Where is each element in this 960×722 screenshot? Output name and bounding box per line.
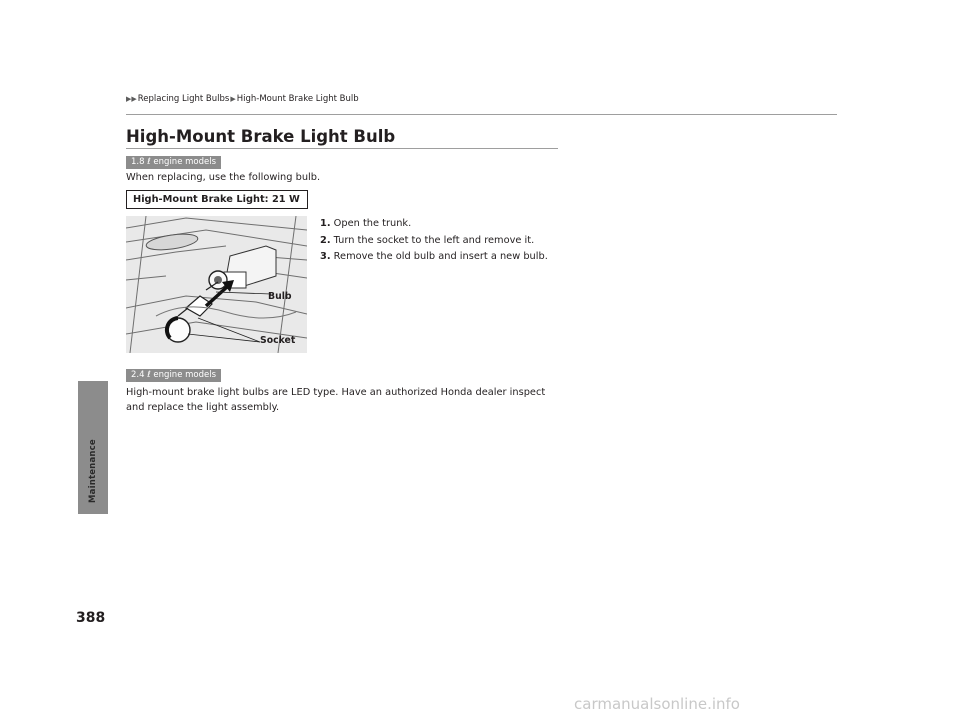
engine-badge-2-4: 2.4 ℓ engine models (126, 369, 221, 382)
bulb-callout-label: Bulb (268, 291, 292, 302)
replacement-steps (320, 216, 548, 266)
step-item: 2. Turn the socket to the left and remove it. (320, 234, 535, 246)
chapter-side-label: Maintenance (88, 439, 98, 503)
breadcrumb-arrow-icon: ▶▶ (126, 95, 137, 103)
header-divider (126, 114, 837, 115)
brake-light-illustration-icon (126, 216, 307, 353)
step-item: 1. Open the trunk. (320, 218, 412, 229)
intro-text: When replacing, use the following bulb. (126, 172, 321, 183)
title-divider (126, 148, 558, 149)
page-number: 388 (76, 610, 106, 626)
breadcrumb-item-replacing-light-bulbs[interactable]: Replacing Light Bulbs (137, 94, 230, 104)
breadcrumb-arrow-icon: ▶ (230, 95, 236, 103)
brake-light-illustration (126, 216, 307, 353)
led-note: High-mount brake light bulbs are LED type. Have an authorized Honda dealer inspect and replace the light assembly. (126, 387, 546, 413)
bulb-spec-box: High-Mount Brake Light: 21 W (126, 190, 308, 209)
step-item: 3. Remove the old bulb and insert a new bulb. (320, 251, 548, 262)
socket-callout-label: Socket (260, 335, 296, 346)
section-title: High-Mount Brake Light Bulb (126, 127, 396, 146)
breadcrumb (126, 94, 359, 104)
engine-badge-1-8: 1.8 ℓ engine models (126, 156, 221, 169)
breadcrumb-item-high-mount-brake-light-bulb[interactable]: High-Mount Brake Light Bulb (236, 94, 359, 104)
watermark: carmanualsonline.info (574, 695, 740, 713)
